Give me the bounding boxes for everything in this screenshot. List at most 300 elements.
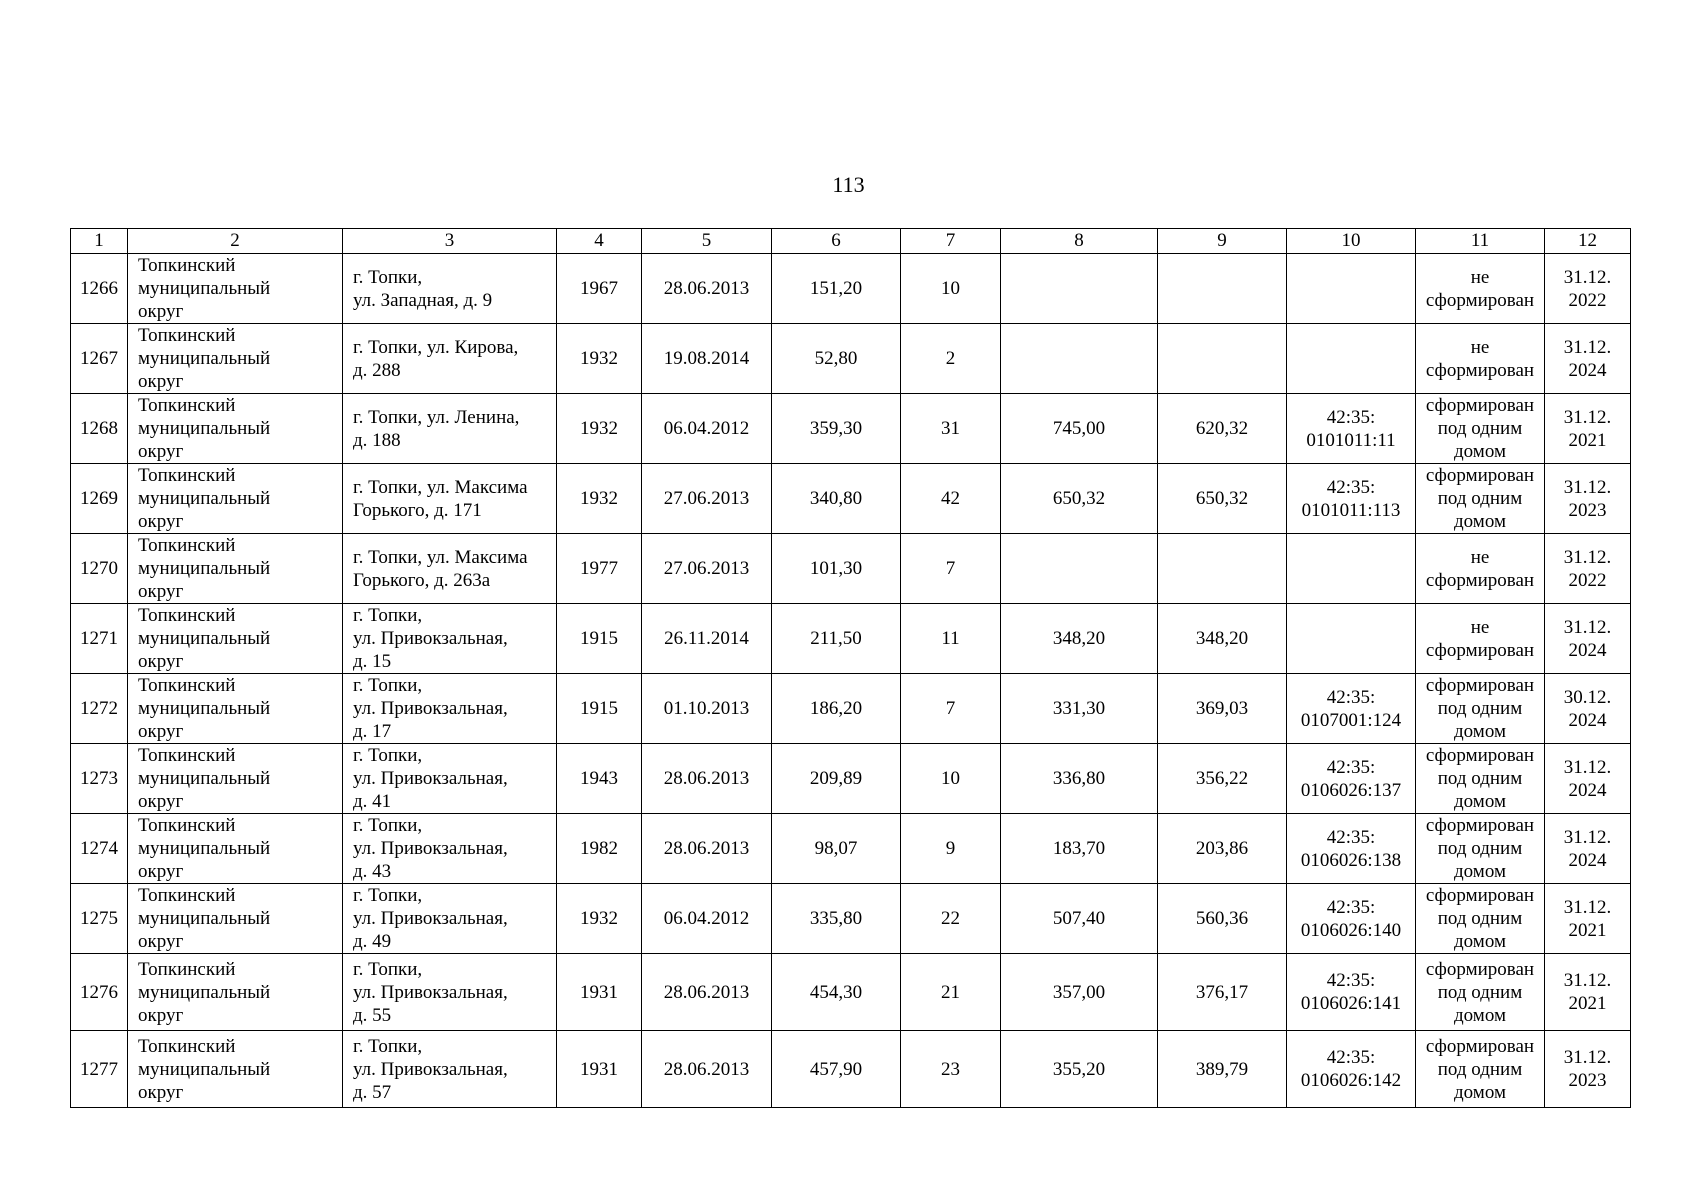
residents-cell (901, 744, 1001, 814)
land-status-cell-text: не сформирован (1425, 616, 1535, 661)
land-status-cell (1416, 884, 1545, 954)
land-area-norm-cell-text: 369,03 (1195, 698, 1249, 719)
land-status-cell (1416, 534, 1545, 604)
district-cell (128, 464, 343, 534)
cadastral-number-cell-text: 42:35: 0107001:124 (1300, 686, 1402, 731)
column-header: 1 (71, 229, 128, 254)
area-cell-text: 151,20 (809, 278, 863, 299)
date-cell (642, 674, 772, 744)
cadastral-number-cell-text: 42:35: 0106026:138 (1300, 826, 1402, 871)
residents-cell-text: 23 (941, 1058, 960, 1080)
column-number-row (71, 229, 1631, 254)
address-cell-text: г. Топки, ул. Кирова, д. 288 (353, 336, 519, 381)
row-number-cell (71, 1031, 128, 1108)
land-status-cell (1416, 324, 1545, 394)
table-row (71, 884, 1631, 954)
land-area-norm-cell (1158, 394, 1287, 464)
address-cell-text: г. Топки, ул. Привокзальная, д. 41 (353, 745, 508, 812)
land-area-norm-cell (1158, 954, 1287, 1031)
table-row (71, 814, 1631, 884)
address-cell-text: г. Топки, ул. Максима Горького, д. 263а (353, 546, 528, 591)
area-cell (772, 604, 901, 674)
land-area-cell (1001, 324, 1158, 394)
date-cell-text: 28.06.2013 (663, 1058, 750, 1080)
column-header: 10 (1287, 229, 1416, 254)
year-cell-text: 1915 (580, 698, 618, 719)
row-number-cell (71, 534, 128, 604)
land-area-cell (1001, 884, 1158, 954)
deadline-cell-text: 31.12. 2024 (1563, 756, 1612, 801)
area-cell (772, 394, 901, 464)
district-cell (128, 604, 343, 674)
deadline-cell (1545, 674, 1631, 744)
land-area-cell-text: 355,20 (1052, 1058, 1106, 1080)
district-cell-text: Топкинский муниципальный округ (138, 395, 271, 462)
land-area-norm-cell (1158, 604, 1287, 674)
area-cell (772, 324, 901, 394)
deadline-cell-text: 31.12. 2022 (1563, 266, 1612, 311)
district-cell-text: Топкинский муниципальный округ (138, 465, 271, 532)
land-area-norm-cell (1158, 744, 1287, 814)
year-cell (557, 324, 642, 394)
row-number-cell (71, 604, 128, 674)
land-area-cell (1001, 744, 1158, 814)
cadastral-number-cell (1287, 674, 1416, 744)
date-cell (642, 884, 772, 954)
land-status-cell-text: не сформирован (1425, 266, 1535, 311)
area-cell (772, 254, 901, 324)
residents-cell-text: 10 (941, 768, 960, 789)
date-cell (642, 394, 772, 464)
district-cell (128, 954, 343, 1031)
row-number-cell-text: 1267 (80, 348, 118, 369)
district-cell (128, 324, 343, 394)
row-number-cell-text: 1277 (80, 1058, 118, 1080)
year-cell (557, 744, 642, 814)
area-cell-text: 454,30 (809, 981, 863, 1003)
address-cell (343, 464, 557, 534)
cadastral-number-cell (1287, 324, 1416, 394)
land-area-cell-text: 331,30 (1052, 698, 1106, 719)
row-number-cell-text: 1272 (80, 698, 118, 719)
row-number-cell-text: 1268 (80, 418, 118, 439)
land-area-norm-cell-text: 356,22 (1195, 768, 1249, 789)
address-cell-text: г. Топки, ул. Максима Горького, д. 171 (353, 476, 528, 521)
year-cell-text: 1932 (580, 488, 618, 509)
table-row (71, 394, 1631, 464)
residents-cell (901, 464, 1001, 534)
land-area-cell-text: 336,80 (1052, 768, 1106, 789)
year-cell-text: 1967 (580, 278, 618, 299)
table-row (71, 324, 1631, 394)
row-number-cell (71, 394, 128, 464)
cadastral-number-cell (1287, 254, 1416, 324)
address-cell-text: г. Топки, ул. Привокзальная, д. 17 (353, 675, 508, 742)
land-area-cell-text: 183,70 (1052, 838, 1106, 859)
land-area-cell (1001, 464, 1158, 534)
cadastral-number-cell (1287, 534, 1416, 604)
land-area-cell (1001, 534, 1158, 604)
address-cell (343, 534, 557, 604)
year-cell (557, 534, 642, 604)
land-status-cell-text: сформирован под одним домом (1425, 815, 1535, 882)
cadastral-number-cell-text: 42:35: 0106026:140 (1300, 896, 1402, 941)
area-cell (772, 534, 901, 604)
year-cell (557, 604, 642, 674)
area-cell (772, 1031, 901, 1108)
area-cell-text: 101,30 (809, 558, 863, 579)
area-cell (772, 674, 901, 744)
year-cell-text: 1943 (580, 768, 618, 789)
table-row (71, 674, 1631, 744)
residents-cell-text: 2 (945, 348, 956, 369)
residents-cell (901, 534, 1001, 604)
date-cell-text: 28.06.2013 (663, 278, 750, 299)
deadline-cell (1545, 954, 1631, 1031)
row-number-cell-text: 1275 (80, 908, 118, 929)
deadline-cell-text: 31.12. 2021 (1563, 896, 1612, 941)
date-cell-text: 06.04.2012 (663, 418, 750, 439)
year-cell (557, 674, 642, 744)
year-cell (557, 464, 642, 534)
cadastral-number-cell-text: 42:35: 0106026:141 (1300, 970, 1402, 1014)
address-cell-text: г. Топки, ул. Привокзальная, д. 49 (353, 885, 508, 952)
date-cell-text: 06.04.2012 (663, 908, 750, 929)
land-area-cell (1001, 814, 1158, 884)
address-cell (343, 884, 557, 954)
land-area-norm-cell-text: 348,20 (1195, 628, 1249, 649)
year-cell (557, 254, 642, 324)
land-area-norm-cell (1158, 1031, 1287, 1108)
district-cell-text: Топкинский муниципальный округ (138, 885, 271, 952)
column-header: 6 (772, 229, 901, 254)
land-status-cell (1416, 394, 1545, 464)
district-cell-text: Топкинский муниципальный округ (138, 605, 271, 672)
residents-cell (901, 394, 1001, 464)
date-cell-text: 28.06.2013 (663, 768, 750, 789)
column-header: 5 (642, 229, 772, 254)
address-cell-text: г. Топки, ул. Привокзальная, д. 57 (353, 1035, 508, 1103)
cadastral-number-cell (1287, 884, 1416, 954)
deadline-cell (1545, 394, 1631, 464)
table-row (71, 254, 1631, 324)
column-header: 2 (128, 229, 343, 254)
year-cell-text: 1932 (580, 908, 618, 929)
area-cell (772, 814, 901, 884)
date-cell-text: 19.08.2014 (663, 348, 750, 369)
deadline-cell (1545, 884, 1631, 954)
row-number-cell (71, 744, 128, 814)
row-number-cell-text: 1276 (80, 981, 118, 1003)
date-cell (642, 324, 772, 394)
row-number-cell (71, 254, 128, 324)
year-cell (557, 394, 642, 464)
date-cell-text: 28.06.2013 (663, 838, 750, 859)
column-header: 11 (1416, 229, 1545, 254)
date-cell (642, 1031, 772, 1108)
address-cell-text: г. Топки, ул. Привокзальная, д. 55 (353, 958, 508, 1026)
area-cell (772, 954, 901, 1031)
row-number-cell (71, 324, 128, 394)
district-cell (128, 1031, 343, 1108)
deadline-cell-text: 31.12. 2024 (1563, 616, 1612, 661)
date-cell-text: 26.11.2014 (664, 628, 749, 649)
cadastral-number-cell (1287, 1031, 1416, 1108)
district-cell (128, 884, 343, 954)
cadastral-number-cell (1287, 464, 1416, 534)
date-cell-text: 27.06.2013 (663, 558, 750, 579)
residents-cell-text: 7 (945, 558, 956, 579)
district-cell-text: Топкинский муниципальный округ (138, 535, 271, 602)
land-area-cell-text: 507,40 (1052, 908, 1106, 929)
column-header: 7 (901, 229, 1001, 254)
land-area-norm-cell (1158, 464, 1287, 534)
land-status-cell (1416, 1031, 1545, 1108)
residents-cell-text: 9 (945, 838, 956, 859)
column-header: 4 (557, 229, 642, 254)
address-cell-text: г. Топки, ул. Ленина, д. 188 (353, 406, 520, 451)
address-cell (343, 254, 557, 324)
registry-table (70, 228, 1631, 1108)
land-status-cell (1416, 744, 1545, 814)
district-cell (128, 254, 343, 324)
deadline-cell (1545, 464, 1631, 534)
land-area-cell (1001, 604, 1158, 674)
residents-cell-text: 31 (941, 418, 960, 439)
land-area-cell (1001, 954, 1158, 1031)
row-number-cell-text: 1271 (80, 628, 118, 649)
deadline-cell-text: 31.12. 2024 (1563, 826, 1612, 871)
residents-cell (901, 814, 1001, 884)
land-area-cell-text: 357,00 (1052, 981, 1106, 1003)
year-cell (557, 884, 642, 954)
table-row (71, 744, 1631, 814)
date-cell (642, 744, 772, 814)
cadastral-number-cell (1287, 954, 1416, 1031)
area-cell-text: 457,90 (809, 1058, 863, 1080)
cadastral-number-cell-text: 42:35: 0106026:142 (1300, 1047, 1402, 1091)
date-cell (642, 464, 772, 534)
area-cell (772, 464, 901, 534)
date-cell-text: 27.06.2013 (663, 488, 750, 509)
deadline-cell (1545, 814, 1631, 884)
column-header: 9 (1158, 229, 1287, 254)
deadline-cell-text: 31.12. 2021 (1563, 406, 1612, 451)
land-area-norm-cell-text: 560,36 (1195, 908, 1249, 929)
land-area-norm-cell-text: 389,79 (1195, 1058, 1249, 1080)
land-area-norm-cell (1158, 674, 1287, 744)
land-area-cell (1001, 254, 1158, 324)
land-area-cell-text: 348,20 (1052, 628, 1106, 649)
land-area-norm-cell (1158, 814, 1287, 884)
year-cell-text: 1977 (580, 558, 618, 579)
district-cell-text: Топкинский муниципальный округ (138, 255, 271, 322)
year-cell-text: 1931 (580, 1058, 618, 1080)
deadline-cell-text: 31.12. 2023 (1563, 1047, 1612, 1091)
cadastral-number-cell-text: 42:35: 0106026:137 (1300, 756, 1402, 801)
land-area-norm-cell-text: 620,32 (1195, 418, 1249, 439)
cadastral-number-cell (1287, 394, 1416, 464)
district-cell-text: Топкинский муниципальный округ (138, 958, 271, 1026)
page-number: 113 (832, 172, 865, 197)
row-number-cell (71, 884, 128, 954)
district-cell (128, 674, 343, 744)
residents-cell-text: 21 (941, 981, 960, 1003)
address-cell (343, 394, 557, 464)
land-area-norm-cell-text: 650,32 (1195, 488, 1249, 509)
residents-cell (901, 604, 1001, 674)
row-number-cell-text: 1266 (80, 278, 118, 299)
row-number-cell (71, 674, 128, 744)
deadline-cell-text: 31.12. 2021 (1563, 970, 1612, 1014)
deadline-cell-text: 30.12. 2024 (1563, 686, 1612, 731)
land-status-cell (1416, 814, 1545, 884)
area-cell-text: 335,80 (809, 908, 863, 929)
year-cell (557, 1031, 642, 1108)
deadline-cell (1545, 324, 1631, 394)
land-area-cell-text: 650,32 (1052, 488, 1106, 509)
table-row (71, 954, 1631, 1031)
row-number-cell (71, 954, 128, 1031)
deadline-cell (1545, 1031, 1631, 1108)
year-cell-text: 1915 (580, 628, 618, 649)
land-status-cell-text: сформирован под одним домом (1425, 395, 1535, 462)
row-number-cell-text: 1269 (80, 488, 118, 509)
land-status-cell (1416, 604, 1545, 674)
land-area-cell (1001, 1031, 1158, 1108)
deadline-cell-text: 31.12. 2022 (1563, 546, 1612, 591)
residents-cell (901, 1031, 1001, 1108)
land-area-norm-cell (1158, 254, 1287, 324)
column-header: 8 (1001, 229, 1158, 254)
residents-cell-text: 42 (941, 488, 960, 509)
date-cell-text: 01.10.2013 (663, 698, 750, 719)
land-status-cell-text: сформирован под одним домом (1425, 1035, 1535, 1103)
address-cell-text: г. Топки, ул. Привокзальная, д. 43 (353, 815, 508, 882)
residents-cell (901, 254, 1001, 324)
address-cell (343, 604, 557, 674)
land-status-cell-text: сформирован под одним домом (1425, 745, 1535, 812)
table-row (71, 534, 1631, 604)
residents-cell-text: 10 (941, 278, 960, 299)
address-cell (343, 954, 557, 1031)
date-cell (642, 534, 772, 604)
residents-cell (901, 674, 1001, 744)
land-area-norm-cell (1158, 884, 1287, 954)
year-cell-text: 1982 (580, 838, 618, 859)
row-number-cell-text: 1273 (80, 768, 118, 789)
land-status-cell-text: сформирован под одним домом (1425, 958, 1535, 1026)
residents-cell (901, 884, 1001, 954)
land-area-norm-cell-text: 203,86 (1195, 838, 1249, 859)
land-status-cell-text: не сформирован (1425, 546, 1535, 591)
district-cell-text: Топкинский муниципальный округ (138, 675, 271, 742)
year-cell (557, 814, 642, 884)
land-status-cell-text: не сформирован (1425, 336, 1535, 381)
column-header: 3 (343, 229, 557, 254)
cadastral-number-cell (1287, 744, 1416, 814)
residents-cell-text: 11 (941, 628, 960, 649)
deadline-cell-text: 31.12. 2023 (1563, 476, 1612, 521)
area-cell-text: 186,20 (809, 698, 863, 719)
area-cell-text: 98,07 (814, 838, 858, 859)
address-cell (343, 324, 557, 394)
land-area-cell (1001, 394, 1158, 464)
land-status-cell (1416, 254, 1545, 324)
land-area-cell (1001, 674, 1158, 744)
cadastral-number-cell (1287, 814, 1416, 884)
land-status-cell-text: сформирован под одним домом (1425, 675, 1535, 742)
deadline-cell (1545, 534, 1631, 604)
address-cell (343, 814, 557, 884)
area-cell-text: 359,30 (809, 418, 863, 439)
district-cell-text: Топкинский муниципальный округ (138, 745, 271, 812)
address-cell (343, 1031, 557, 1108)
year-cell-text: 1932 (580, 418, 618, 439)
residents-cell-text: 7 (945, 698, 956, 719)
deadline-cell (1545, 254, 1631, 324)
deadline-cell-text: 31.12. 2024 (1563, 336, 1612, 381)
land-area-norm-cell (1158, 534, 1287, 604)
district-cell-text: Топкинский муниципальный округ (138, 1035, 271, 1103)
deadline-cell (1545, 604, 1631, 674)
district-cell-text: Топкинский муниципальный округ (138, 325, 271, 392)
area-cell (772, 744, 901, 814)
table-row (71, 1031, 1631, 1108)
residents-cell-text: 22 (941, 908, 960, 929)
row-number-cell-text: 1270 (80, 558, 118, 579)
address-cell-text: г. Топки, ул. Западная, д. 9 (353, 266, 493, 311)
area-cell-text: 211,50 (810, 628, 862, 649)
land-area-norm-cell (1158, 324, 1287, 394)
year-cell (557, 954, 642, 1031)
cadastral-number-cell-text: 42:35: 0101011:11 (1306, 406, 1396, 451)
deadline-cell (1545, 744, 1631, 814)
district-cell (128, 534, 343, 604)
land-status-cell (1416, 464, 1545, 534)
row-number-cell (71, 814, 128, 884)
address-cell-text: г. Топки, ул. Привокзальная, д. 15 (353, 605, 508, 672)
residents-cell (901, 954, 1001, 1031)
date-cell-text: 28.06.2013 (663, 981, 750, 1003)
year-cell-text: 1931 (580, 981, 618, 1003)
area-cell-text: 209,89 (809, 768, 863, 789)
address-cell (343, 744, 557, 814)
cadastral-number-cell (1287, 604, 1416, 674)
land-status-cell (1416, 954, 1545, 1031)
land-area-cell-text: 745,00 (1052, 418, 1106, 439)
district-cell (128, 744, 343, 814)
date-cell (642, 954, 772, 1031)
district-cell (128, 814, 343, 884)
cadastral-number-cell-text: 42:35: 0101011:113 (1301, 476, 1401, 521)
area-cell-text: 52,80 (814, 348, 858, 369)
land-status-cell (1416, 674, 1545, 744)
year-cell-text: 1932 (580, 348, 618, 369)
date-cell (642, 814, 772, 884)
date-cell (642, 604, 772, 674)
row-number-cell (71, 464, 128, 534)
table-row (71, 464, 1631, 534)
land-status-cell-text: сформирован под одним домом (1425, 885, 1535, 952)
land-area-norm-cell-text: 376,17 (1195, 981, 1249, 1003)
address-cell (343, 674, 557, 744)
table-row (71, 604, 1631, 674)
residents-cell (901, 324, 1001, 394)
area-cell-text: 340,80 (809, 488, 863, 509)
row-number-cell-text: 1274 (80, 838, 118, 859)
district-cell (128, 394, 343, 464)
